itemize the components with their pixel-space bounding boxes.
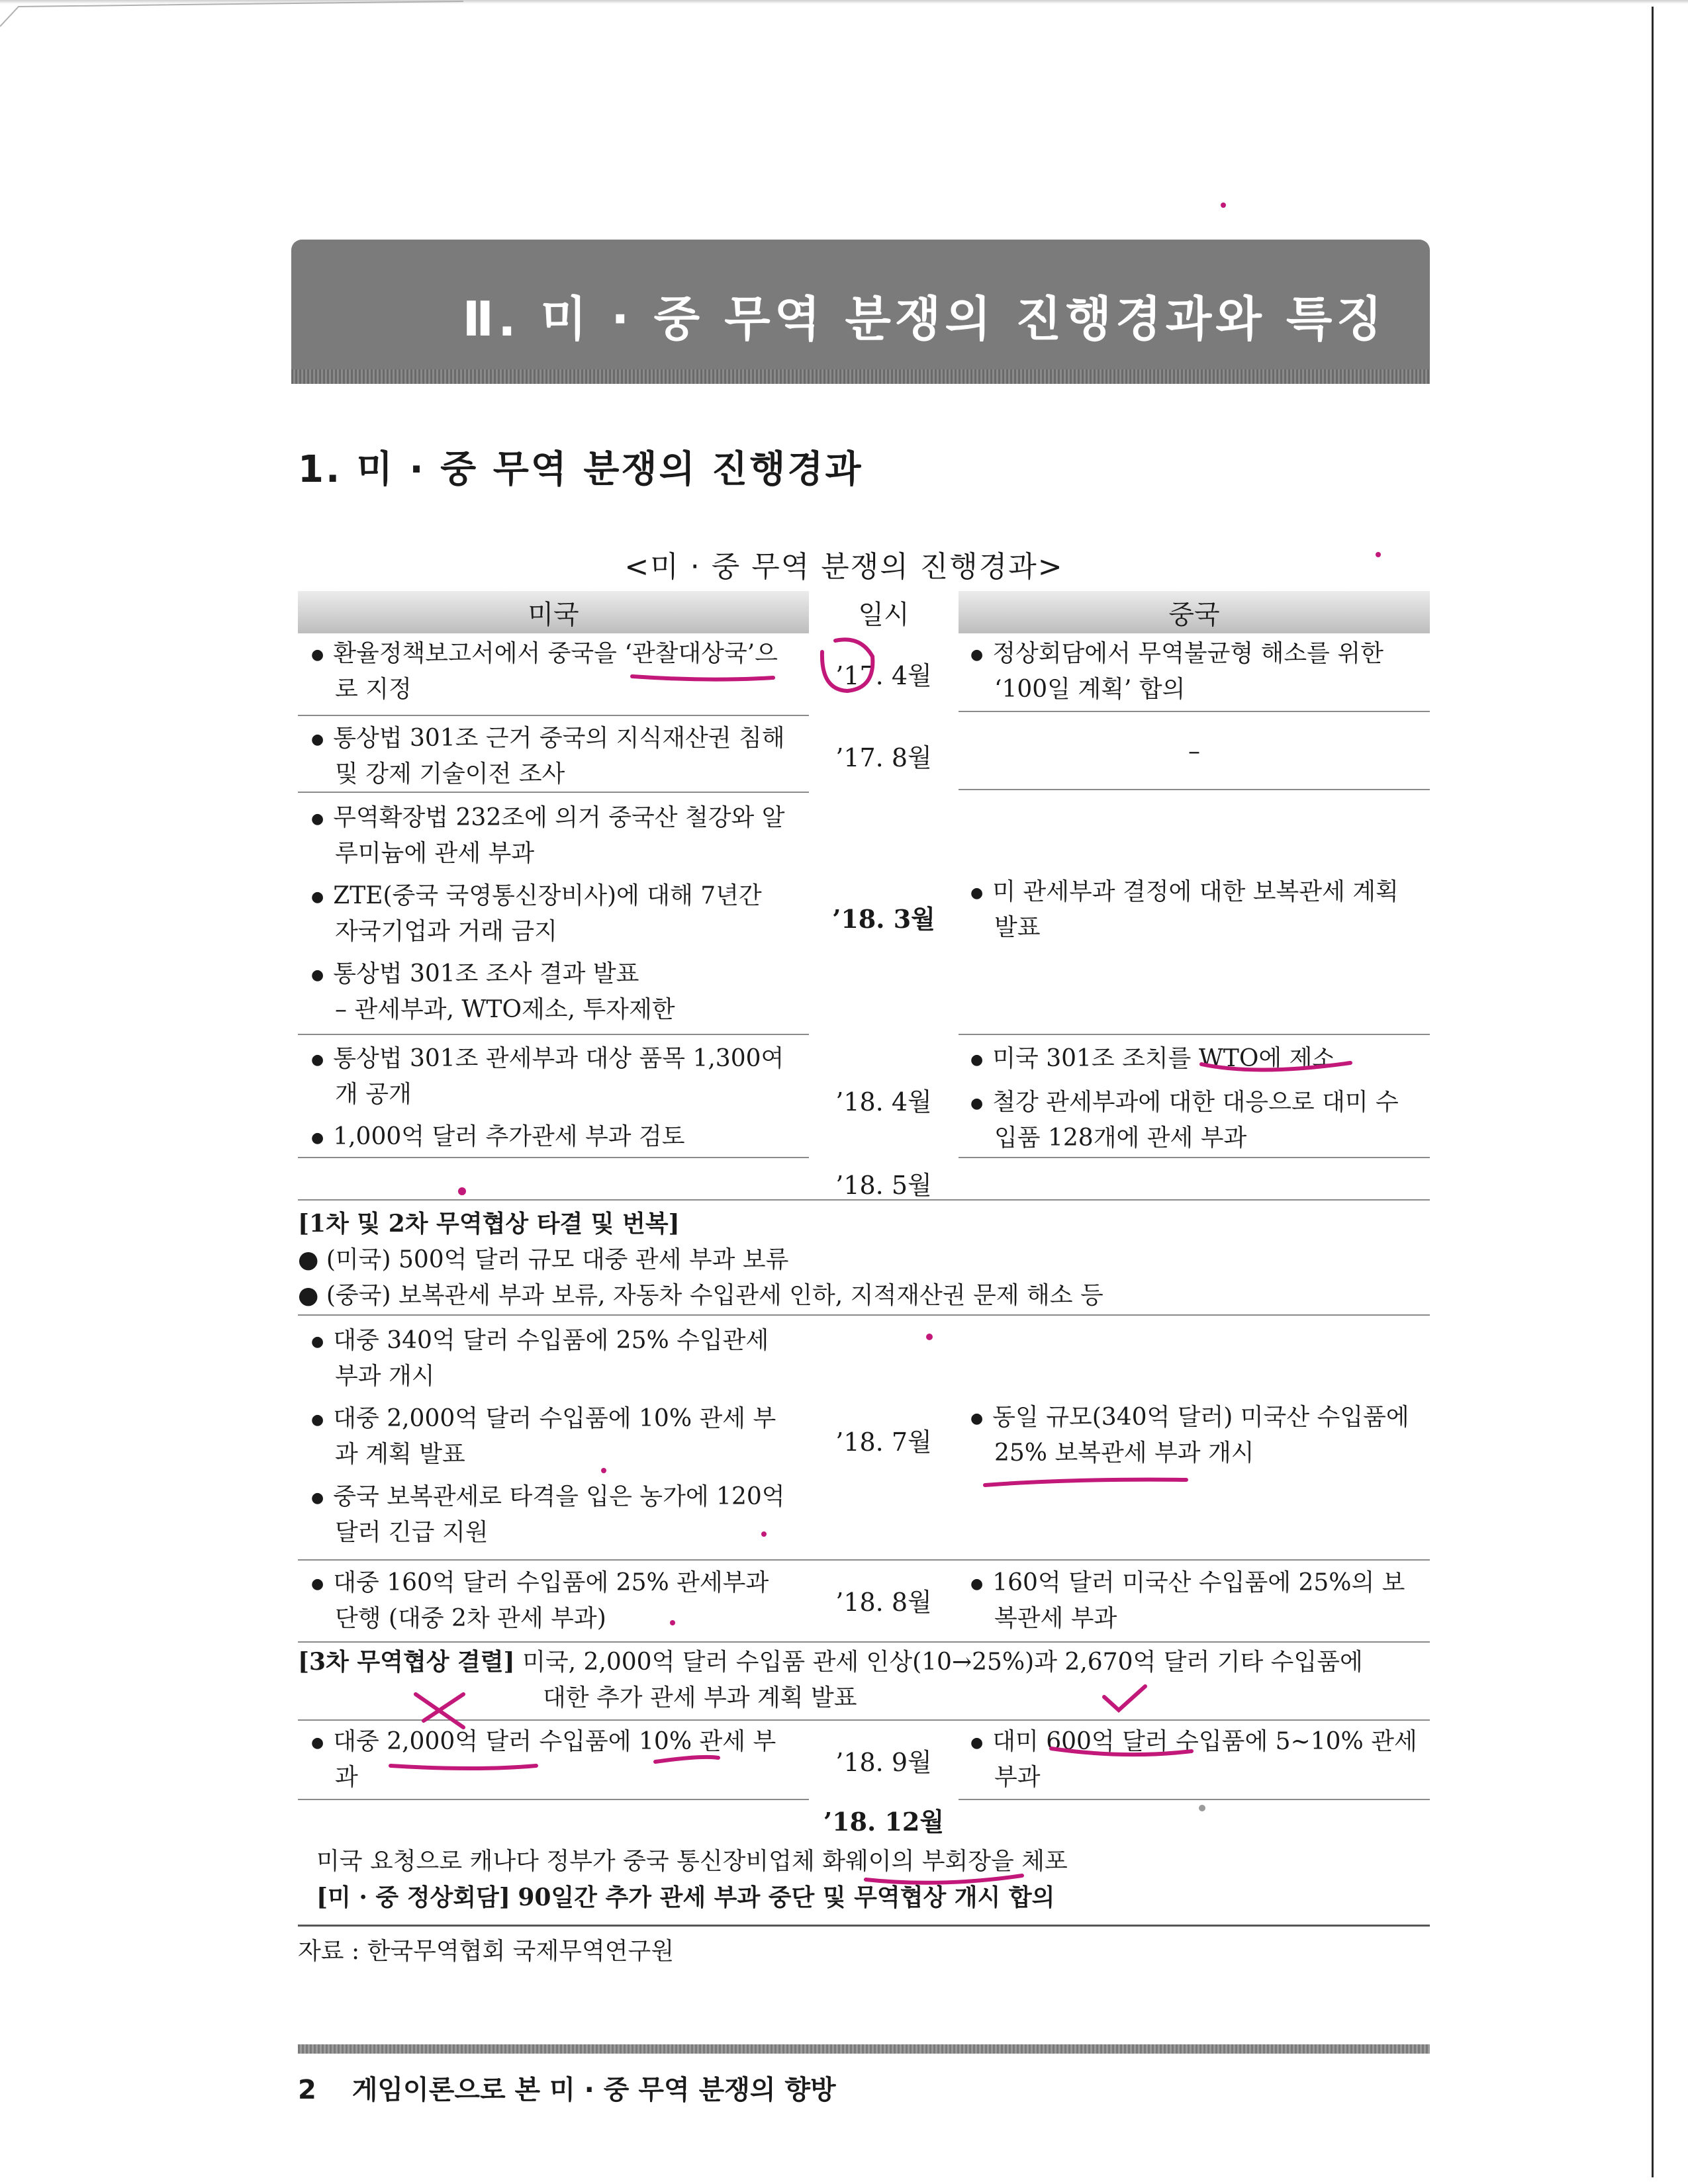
row3-china-item: ● 미 관세부과 결정에 대한 보복관세 계획 발표 xyxy=(970,875,1421,945)
chapter-banner xyxy=(291,240,1430,384)
row11-line1: 미국 요청으로 캐나다 정부가 중국 통신장비업체 화웨이의 부회장을 체포 xyxy=(316,1848,1068,1875)
banner-stripe xyxy=(291,369,1430,384)
footer-rule xyxy=(298,2044,1430,2054)
row10-us xyxy=(311,1725,788,1803)
row6-block xyxy=(298,1206,1430,1314)
scan-speck xyxy=(1199,1805,1205,1811)
row-divider xyxy=(959,789,1430,790)
row10-china-item: ● 대미 600억 달러 수입품에 5~10% 관세 부과 xyxy=(970,1725,1421,1795)
row3-date: ’18. 3월 xyxy=(832,904,935,934)
row1-date: ’17. 4월 xyxy=(835,661,932,690)
row3-us-item: ● 통상법 301조 조사 결과 발표 xyxy=(311,957,788,993)
pen-dot xyxy=(1221,203,1226,208)
chapter-title: Ⅱ. 미 · 중 무역 분쟁의 진행경과와 특징 xyxy=(462,291,1386,347)
row8-us-item: ● 대중 160억 달러 수입품에 25% 관세부과 단행 (대중 2차 관세 부과) xyxy=(311,1566,788,1636)
page-number: 2 xyxy=(298,2075,316,2105)
pen-underline xyxy=(985,1480,1186,1485)
row8-us xyxy=(311,1566,788,1644)
row3-us-item: ● 무역확장법 232조에 의거 중국산 철강와 알루미늄에 관세 부과 xyxy=(311,801,788,871)
row4-china xyxy=(970,1042,1421,1163)
section-title: 1. 미 · 중 무역 분쟁의 진행경과 xyxy=(298,448,863,491)
row-divider xyxy=(959,1034,1430,1035)
source-note: 자료 : 한국무역협회 국제무역연구원 xyxy=(298,1938,675,1965)
row3-us-subitem: – 관세부과, WTO제소, 투자제한 xyxy=(335,996,675,1023)
row7-us-item: ● 중국 보복관세로 타격을 입은 농가에 120억 달러 긴급 지원 xyxy=(311,1480,788,1550)
pen-dot xyxy=(458,1187,466,1195)
running-title: 게임이론으로 본 미 · 중 무역 분쟁의 향방 xyxy=(352,2075,836,2105)
row1-china-item: ● 정상회담에서 무역불균형 해소를 위한 ‘100일 계획’ 합의 xyxy=(970,637,1421,707)
row2-date: ’17. 8월 xyxy=(835,743,932,772)
row-divider xyxy=(298,1314,1430,1316)
row7-china-item: ● 동일 규모(340억 달러) 미국산 수입품에 25% 보복관세 부과 개시 xyxy=(970,1400,1421,1471)
row8-date: ’18. 8월 xyxy=(835,1588,932,1617)
row1-us xyxy=(311,637,788,715)
row3-china xyxy=(970,875,1421,953)
row2-us-item: ● 통상법 301조 근거 중국의 지식재산권 침해 및 강제 기술이전 조사 xyxy=(311,721,788,792)
pen-dot xyxy=(926,1334,933,1340)
row8-china xyxy=(970,1566,1421,1644)
row4-us xyxy=(311,1042,788,1163)
row-divider xyxy=(298,1034,809,1035)
row10-date: ’18. 9월 xyxy=(835,1748,932,1777)
row8-china-item: ● 160억 달러 미국산 수입품에 25%의 보복관세 부과 xyxy=(970,1566,1421,1636)
row6-line: ● (중국) 보복관세 부과 보류, 자동차 수입관세 인하, 지적재산권 문제 해소 등 xyxy=(298,1282,1103,1309)
row10-china xyxy=(970,1725,1421,1803)
row6-line-text: (미국) 500억 달러 규모 대중 관세 부과 보류 xyxy=(326,1246,789,1273)
row11-block xyxy=(316,1844,1448,1916)
row7-us-item: ● 대중 2,000억 달러 수입품에 10% 관세 부과 계획 발표 xyxy=(311,1402,788,1472)
row2-us xyxy=(311,721,788,799)
row3-us xyxy=(311,801,788,1027)
row7-us xyxy=(311,1324,788,1558)
row4-china-item: ● 철강 관세부과에 대한 대응으로 대미 수입품 128개에 관세 부과 xyxy=(970,1085,1421,1156)
row2-china-empty: – xyxy=(1188,738,1200,765)
row6-title: [1차 및 2차 무역협상 타결 및 번복] xyxy=(298,1210,680,1238)
footer xyxy=(298,2069,836,2107)
row9-title: [3차 무역협상 결렬] xyxy=(298,1648,515,1676)
header-date: 일시 xyxy=(858,599,910,630)
row1-china xyxy=(970,637,1421,715)
row4-us-item: ● 통상법 301조 관세부과 대상 품목 1,300여개 공개 xyxy=(311,1042,788,1112)
row1-us-item: ● 환율정책보고서에서 중국을 ‘관찰대상국’으로 지정 xyxy=(311,637,788,707)
row4-date: ’18. 4월 xyxy=(835,1087,932,1116)
page-edge-line xyxy=(1652,7,1654,2177)
row9-block xyxy=(298,1644,1430,1716)
row-divider xyxy=(298,715,809,716)
row4-us-item: ● 1,000억 달러 추가관세 부과 검토 xyxy=(311,1120,788,1156)
row6-line-text: (중국) 보복관세 부과 보류, 자동차 수입관세 인하, 지적재산권 문제 해소 등 xyxy=(326,1282,1103,1309)
row9-line2: 대한 추가 관세 부과 계획 발표 xyxy=(543,1684,857,1711)
row10-us-item: ● 대중 2,000억 달러 수입품에 10% 관세 부과 xyxy=(311,1725,788,1795)
row-divider xyxy=(298,1719,1430,1721)
scan-corner-mark xyxy=(0,1,463,26)
row7-us-item: ● 대중 340억 달러 수입품에 25% 수입관세 부과 개시 xyxy=(311,1324,788,1394)
row11-date: ’18. 12월 xyxy=(823,1807,945,1837)
row7-china xyxy=(970,1400,1421,1479)
table-caption: <미 · 중 무역 분쟁의 진행경과> xyxy=(624,550,1064,584)
row11-title: [미 · 중 정상회담] xyxy=(316,1884,510,1911)
table-bottom-rule xyxy=(298,1925,1430,1927)
row3-us-item: ● ZTE(중국 국영통신장비사)에 대해 7년간 자국기업과 거래 금지 xyxy=(311,879,788,949)
header-china: 중국 xyxy=(959,591,1430,633)
row4-china-item: ● 미국 301조 조치를 WTO에 제소 xyxy=(970,1042,1421,1077)
row5-date: ’18. 5월 xyxy=(835,1171,932,1200)
row7-date: ’18. 7월 xyxy=(835,1428,932,1457)
header-us: 미국 xyxy=(298,591,809,633)
row9-line1: 미국, 2,000억 달러 수입품 관세 인상(10→25%)과 2,670억 달러 기타 수입품에 xyxy=(522,1649,1363,1676)
row11-line2: 90일간 추가 관세 부과 중단 및 무역협상 개시 합의 xyxy=(518,1884,1055,1911)
scan-edge xyxy=(0,0,1688,4)
row6-line: ● (미국) 500억 달러 규모 대중 관세 부과 보류 xyxy=(298,1246,789,1273)
row-divider xyxy=(298,1559,1430,1561)
